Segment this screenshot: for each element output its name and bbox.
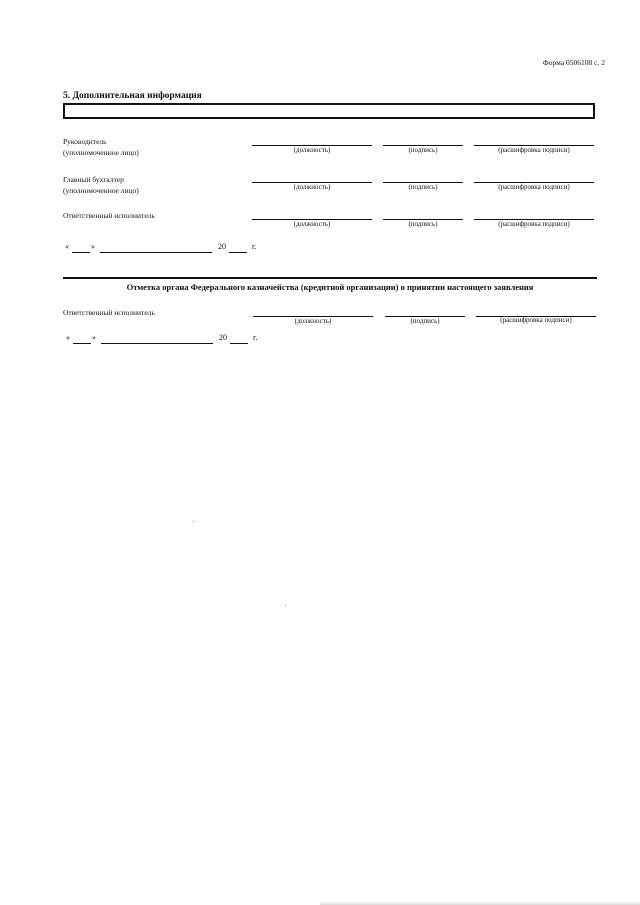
date-year-suffix: г. — [252, 242, 257, 251]
form-code: Форма 0506108 с. 2 — [542, 58, 605, 67]
director-signature-caption: (подпись) — [408, 146, 438, 154]
date-year-field[interactable] — [229, 252, 247, 253]
director-position-caption: (должность) — [293, 146, 331, 154]
date-year-prefix: 20 — [218, 242, 226, 251]
treasury-name-caption: (расшифровка подписи) — [500, 316, 572, 324]
date-day-field[interactable] — [72, 252, 90, 253]
accountant-signature-caption: (подпись) — [408, 183, 438, 191]
signer-director-subtitle: (уполномоченное лицо) — [63, 148, 139, 157]
treasury-executor-label: Ответственный исполнитель — [63, 308, 155, 317]
signer-accountant-subtitle: (уполномоченное лицо) — [63, 186, 139, 195]
scan-speck — [285, 605, 286, 606]
section-5-title: 5. Дополнительная информация — [63, 91, 202, 101]
director-name-caption: (расшифровка подписи) — [498, 146, 570, 154]
signer-director-title: Руководитель — [63, 137, 107, 146]
additional-info-field[interactable] — [63, 103, 595, 119]
executor-position-caption: (должность) — [293, 220, 331, 228]
date-open-quote: « — [65, 242, 69, 251]
date2-close-quote: » — [92, 333, 96, 342]
accountant-position-caption: (должность) — [293, 183, 331, 191]
date2-year-field[interactable] — [230, 343, 248, 344]
scan-speck — [193, 521, 194, 522]
date2-day-field[interactable] — [73, 343, 91, 344]
treasury-mark-title: Отметка органа Федерального казначейства (кредитной организации) о принятии настоящего заявления — [126, 282, 534, 292]
date-close-quote: » — [91, 242, 95, 251]
section-divider — [63, 277, 597, 279]
date2-month-field[interactable] — [101, 343, 213, 344]
treasury-signature-caption: (подпись) — [410, 317, 440, 325]
accountant-name-caption: (расшифровка подписи) — [498, 183, 570, 191]
scan-edge — [320, 901, 640, 905]
executor-signature-caption: (подпись) — [408, 220, 438, 228]
signer-accountant-label — [63, 174, 139, 196]
signer-executor-label: Ответственный исполнитель — [63, 211, 155, 220]
treasury-position-caption: (должность) — [294, 317, 332, 325]
date-month-field[interactable] — [100, 252, 212, 253]
date2-year-prefix: 20 — [219, 333, 227, 342]
date2-year-suffix: г. — [253, 333, 258, 342]
signer-accountant-title: Главный бухгалтер — [63, 175, 124, 184]
executor-name-caption: (расшифровка подписи) — [498, 220, 570, 228]
signer-director-label — [63, 136, 139, 158]
date2-open-quote: « — [66, 333, 70, 342]
